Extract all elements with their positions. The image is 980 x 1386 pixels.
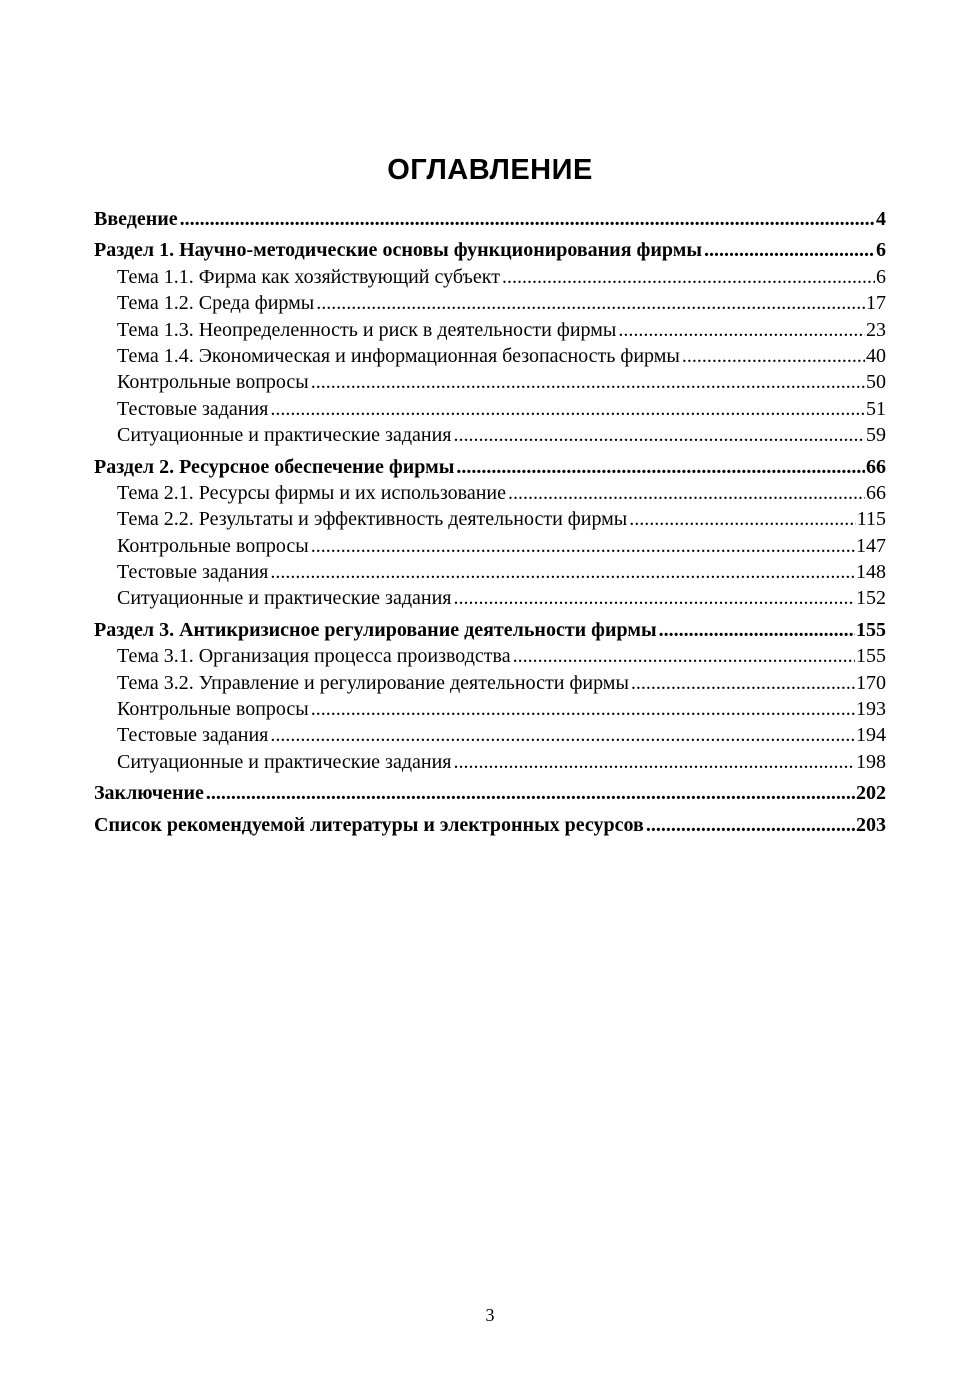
toc-entry-conclusion[interactable]	[94, 780, 886, 806]
toc-entry-section-3[interactable]	[94, 617, 886, 643]
toc-entry-page: 155	[856, 645, 886, 668]
dot-leader	[453, 422, 865, 448]
dot-leader	[270, 559, 855, 585]
dot-leader	[311, 696, 855, 722]
toc-entry-label: Тема 3.2. Управление и регулирование деятельности фирмы	[117, 671, 629, 694]
toc-entry-page: 198	[856, 750, 886, 773]
toc-entry-tests-3[interactable]	[94, 722, 886, 748]
dot-leader	[659, 617, 855, 643]
dot-leader	[270, 722, 855, 748]
dot-leader	[618, 317, 865, 343]
toc-entry-practice-1[interactable]	[94, 422, 886, 448]
toc-entry-control-questions-2[interactable]	[94, 533, 886, 559]
toc-entry-control-questions-3[interactable]	[94, 696, 886, 722]
toc-entry-page: 6	[876, 239, 886, 262]
page-title: ОГЛАВЛЕНИЕ	[387, 154, 593, 186]
toc-entry-label: Тема 2.2. Результаты и эффективность деятельности фирмы	[117, 508, 628, 531]
toc-entry-label: Раздел 2. Ресурсное обеспечение фирмы	[94, 455, 455, 478]
toc-entry-practice-3[interactable]	[94, 749, 886, 775]
toc-entry-page: 66	[866, 455, 886, 478]
toc-entry-page: 193	[856, 698, 886, 721]
toc-entry-control-questions-1[interactable]	[94, 369, 886, 395]
dot-leader	[502, 264, 875, 290]
toc-entry-page: 194	[856, 724, 886, 747]
toc-entry-label: Раздел 1. Научно-методические основы функционирования фирмы	[94, 239, 702, 262]
toc-entry-page: 152	[856, 587, 886, 610]
toc-entry-label: Тема 3.1. Организация процесса производства	[117, 645, 511, 668]
toc-entry-topic-1-4[interactable]	[94, 343, 886, 369]
toc-entry-page: 59	[866, 424, 886, 447]
toc-entry-label: Тема 1.3. Неопределенность и риск в деятельности фирмы	[117, 318, 617, 341]
toc-entry-label: Контрольные вопросы	[117, 371, 309, 394]
toc-entry-label: Тестовые задания	[117, 397, 269, 420]
page-number: 3	[485, 1305, 495, 1325]
toc-entry-page: 51	[866, 397, 886, 420]
toc-entry-label: Контрольные вопросы	[117, 534, 309, 557]
toc-entry-section-1[interactable]	[94, 237, 886, 263]
dot-leader	[453, 749, 855, 775]
toc-entry-label: Заключение	[94, 782, 204, 805]
toc-entry-references[interactable]	[94, 812, 886, 838]
toc-entry-label: Тема 1.2. Среда фирмы	[117, 292, 315, 315]
toc-entry-label: Тема 1.1. Фирма как хозяйствующий субъект	[117, 265, 500, 288]
toc-entry-topic-2-2[interactable]	[94, 506, 886, 532]
toc-entry-page: 202	[856, 782, 886, 805]
toc-entry-topic-3-1[interactable]	[94, 643, 886, 669]
dot-leader	[646, 812, 855, 838]
dot-leader	[311, 369, 865, 395]
dot-leader	[270, 396, 865, 422]
dot-leader	[206, 780, 855, 806]
dot-leader	[508, 480, 865, 506]
toc-entry-label: Тема 2.1. Ресурсы фирмы и их использование	[117, 481, 506, 504]
toc-entry-topic-1-2[interactable]	[94, 290, 886, 316]
toc-entry-page: 23	[866, 318, 886, 341]
toc-entry-topic-2-1[interactable]	[94, 480, 886, 506]
toc-entry-label: Тестовые задания	[117, 561, 269, 584]
toc-entry-label: Раздел 3. Антикризисное регулирование деятельности фирмы	[94, 618, 657, 641]
dot-leader	[704, 237, 875, 263]
dot-leader	[453, 585, 855, 611]
toc-entry-page: 6	[876, 265, 886, 288]
toc-entry-topic-1-3[interactable]	[94, 317, 886, 343]
toc-entry-tests-2[interactable]	[94, 559, 886, 585]
toc-entry-label: Контрольные вопросы	[117, 698, 309, 721]
toc-entry-page: 4	[876, 208, 886, 230]
toc-entry-page: 66	[866, 481, 886, 504]
toc-entry-page: 148	[856, 561, 886, 584]
toc-entry-label: Ситуационные и практические задания	[117, 750, 452, 773]
toc-entry-label: Тестовые задания	[117, 724, 269, 747]
dot-leader	[180, 206, 875, 232]
toc-entry-practice-2[interactable]	[94, 585, 886, 611]
toc-entry-label: Список рекомендуемой литературы и электронных ресурсов	[94, 813, 644, 836]
toc-entry-page: 50	[866, 371, 886, 394]
toc-entry-label: Ситуационные и практические задания	[117, 424, 452, 447]
dot-leader	[456, 454, 865, 480]
toc-entry-page: 17	[866, 292, 886, 315]
toc-entry-page: 203	[856, 813, 886, 836]
toc-entry-page: 40	[866, 344, 886, 367]
toc-entry-page: 170	[856, 671, 886, 694]
toc-entry-section-2[interactable]	[94, 454, 886, 480]
toc-entry-topic-1-1[interactable]	[94, 264, 886, 290]
toc-entry-introduction[interactable]	[94, 206, 886, 232]
toc-entry-tests-1[interactable]	[94, 396, 886, 422]
toc-entry-page: 115	[856, 508, 886, 531]
toc-entry-topic-3-2[interactable]	[94, 670, 886, 696]
table-of-contents	[94, 206, 886, 838]
toc-entry-page: 155	[856, 618, 886, 641]
toc-entry-page: 147	[856, 534, 886, 557]
dot-leader	[629, 506, 855, 532]
dot-leader	[316, 290, 865, 316]
toc-entry-label: Ситуационные и практические задания	[117, 587, 452, 610]
toc-entry-label: Введение	[94, 208, 178, 230]
dot-leader	[513, 643, 855, 669]
toc-entry-label: Тема 1.4. Экономическая и информационная безопасность фирмы	[117, 344, 680, 367]
dot-leader	[311, 533, 855, 559]
dot-leader	[682, 343, 865, 369]
dot-leader	[631, 670, 855, 696]
